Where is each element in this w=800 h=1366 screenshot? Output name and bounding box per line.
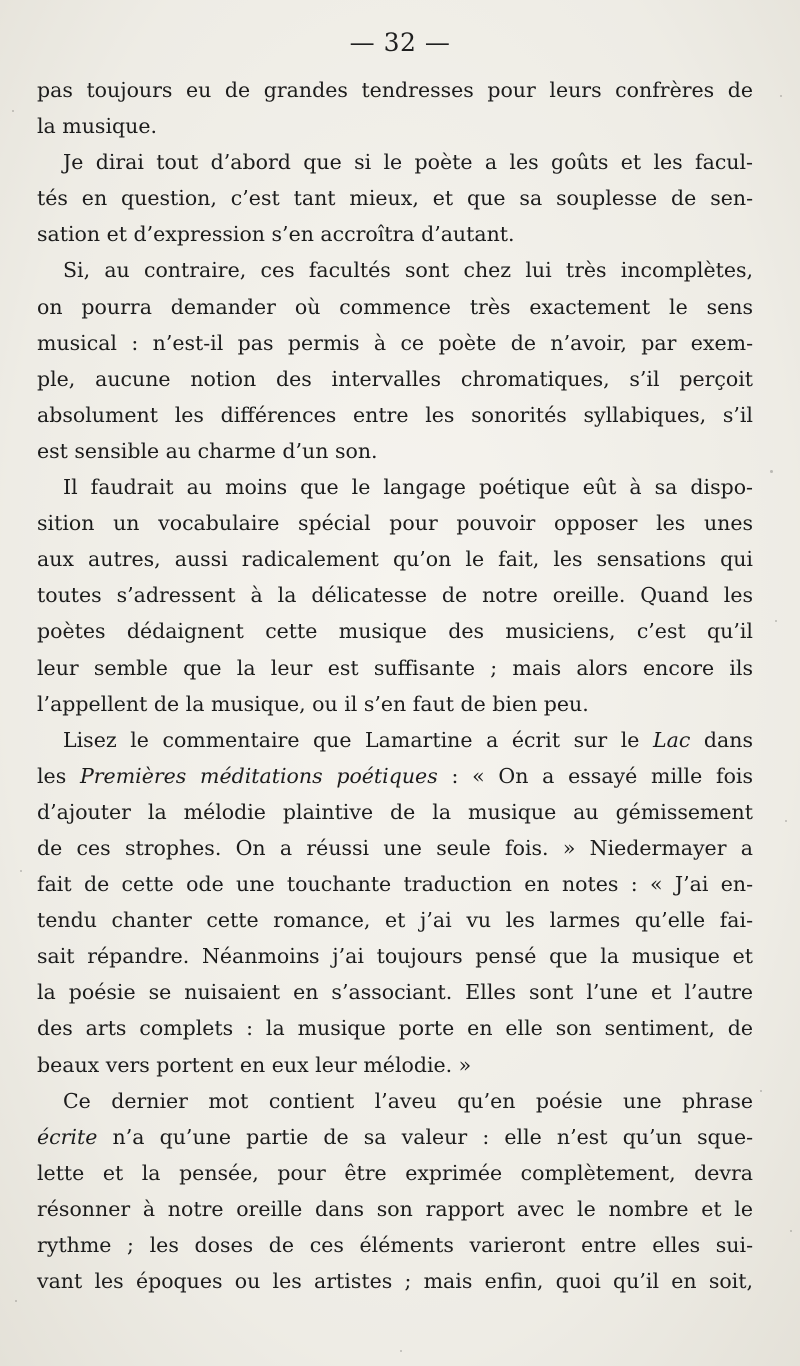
paper-speck: [12, 110, 14, 112]
text-run: sition un vocabulaire spécial pour pouvoir opposer les unes: [37, 511, 753, 536]
text-line: [37, 686, 753, 722]
text-run: tendu chanter cette romance, et j’ai vu les larmes qu’elle fai-: [37, 908, 753, 933]
text-line: [37, 433, 753, 469]
text-line: [37, 1119, 753, 1155]
text-line: [37, 469, 753, 505]
paper-speck: [20, 870, 22, 872]
body-text: [37, 72, 753, 1299]
text-run: Je dirai tout d’abord que si le poète a les goûts et les facul-: [63, 150, 753, 175]
paper-speck: [785, 820, 787, 822]
text-line: [37, 794, 753, 830]
text-run: musical : n’est-il pas permis à ce poète de n’avoir, par exem-: [37, 330, 753, 355]
text-run: absolument les différences entre les sonorités syllabiques, s’il: [37, 402, 753, 427]
text-run: sait répandre. Néanmoins j’ai toujours pensé que la musique et: [37, 944, 753, 969]
text-line: [37, 830, 753, 866]
text-run: résonner à notre oreille dans son rapport avec le nombre et le: [37, 1196, 753, 1221]
text-run: tés en question, c’est tant mieux, et que sa souplesse de sen-: [37, 186, 753, 211]
page-number: — 32 —: [349, 28, 451, 57]
text-line: [37, 650, 753, 686]
text-run: aux autres, aussi radicalement qu’on le fait, les sensations qui: [37, 547, 753, 572]
text-line: [37, 1010, 753, 1046]
text-line: [37, 1047, 753, 1083]
text-run: Ce dernier mot contient l’aveu qu’en poésie une phrase: [63, 1088, 753, 1113]
text-line: [37, 1263, 753, 1299]
text-run: les: [37, 763, 80, 788]
text-line: [37, 974, 753, 1010]
paper-speck: [760, 1090, 762, 1092]
text-run: Si, au contraire, ces facultés sont chez lui très incomplètes,: [63, 258, 753, 283]
text-line: [37, 1083, 753, 1119]
text-line: [37, 72, 753, 108]
text-run: Lisez le commentaire que Lamartine a écrit sur le: [63, 727, 654, 752]
text-run: n’a qu’une partie de sa valeur : elle n’est qu’un sque-: [97, 1124, 753, 1149]
text-line: [37, 397, 753, 433]
paper-speck: [400, 1350, 402, 1352]
text-run: sation et d’expression s’en accroîtra d’autant.: [37, 222, 515, 247]
text-line: [37, 938, 753, 974]
text-line: [37, 252, 753, 288]
text-run: la poésie se nuisaient en s’associant. Elles sont l’une et l’autre: [37, 980, 753, 1005]
text-run: d’ajouter la mélodie plaintive de la musique au gémissement: [37, 799, 753, 824]
text-run: : « On a essayé mille fois: [437, 763, 753, 788]
text-line: [37, 108, 753, 144]
text-line: [37, 505, 753, 541]
text-run: pas toujours eu de grandes tendresses pour leurs confrères de: [37, 78, 753, 102]
italic-text: Lac: [653, 727, 691, 752]
paper-speck: [770, 470, 773, 473]
paper-speck: [780, 95, 782, 97]
text-run: est sensible au charme d’un son.: [37, 438, 378, 463]
text-run: poètes dédaignent cette musique des musiciens, c’est qu’il: [37, 619, 753, 644]
text-run: vant les époques ou les artistes ; mais enfin, quoi qu’il en soit,: [37, 1269, 753, 1294]
text-run: dans: [690, 727, 753, 752]
text-run: toutes s’adressent à la délicatesse de notre oreille. Quand les: [37, 583, 753, 608]
text-run: lette et la pensée, pour être exprimée complètement, devra: [37, 1160, 753, 1185]
text-line: [37, 613, 753, 649]
text-line: [37, 722, 753, 758]
text-run: l’appellent de la musique, ou il s’en faut de bien peu.: [37, 691, 589, 716]
text-run: beaux vers portent en eux leur mélodie. »: [37, 1052, 472, 1077]
text-line: [37, 1155, 753, 1191]
text-run: rythme ; les doses de ces éléments varieront entre elles sui-: [37, 1233, 753, 1257]
text-run: fait de cette ode une touchante traduction en notes : « J’ai en-: [37, 872, 753, 897]
paper-speck: [15, 1300, 17, 1302]
italic-text: écrite: [37, 1124, 98, 1149]
italic-text: Premières méditations poétiques: [79, 763, 438, 788]
text-line: [37, 1227, 753, 1263]
text-run: on pourra demander où commence très exactement le sens: [37, 294, 753, 319]
text-run: la musique.: [37, 114, 157, 139]
paper-speck: [775, 620, 777, 622]
paper-speck: [790, 1230, 792, 1232]
text-line: [37, 180, 753, 216]
text-line: [37, 289, 753, 325]
text-line: [37, 325, 753, 361]
text-line: [37, 758, 753, 794]
text-line: [37, 1191, 753, 1227]
text-run: de ces strophes. On a réussi une seule fois. » Niedermayer a: [37, 835, 753, 860]
text-line: [37, 866, 753, 902]
text-line: [37, 361, 753, 397]
text-run: des arts complets : la musique porte en elle son sentiment, de: [37, 1016, 753, 1041]
text-line: [37, 577, 753, 613]
text-line: [37, 902, 753, 938]
text-line: [37, 541, 753, 577]
text-line: [37, 144, 753, 180]
text-run: Il faudrait au moins que le langage poétique eût à sa dispo-: [63, 475, 753, 500]
text-line: [37, 216, 753, 252]
text-run: ple, aucune notion des intervalles chromatiques, s’il perçoit: [37, 366, 753, 391]
text-run: leur semble que la leur est suffisante ; mais alors encore ils: [37, 655, 753, 680]
